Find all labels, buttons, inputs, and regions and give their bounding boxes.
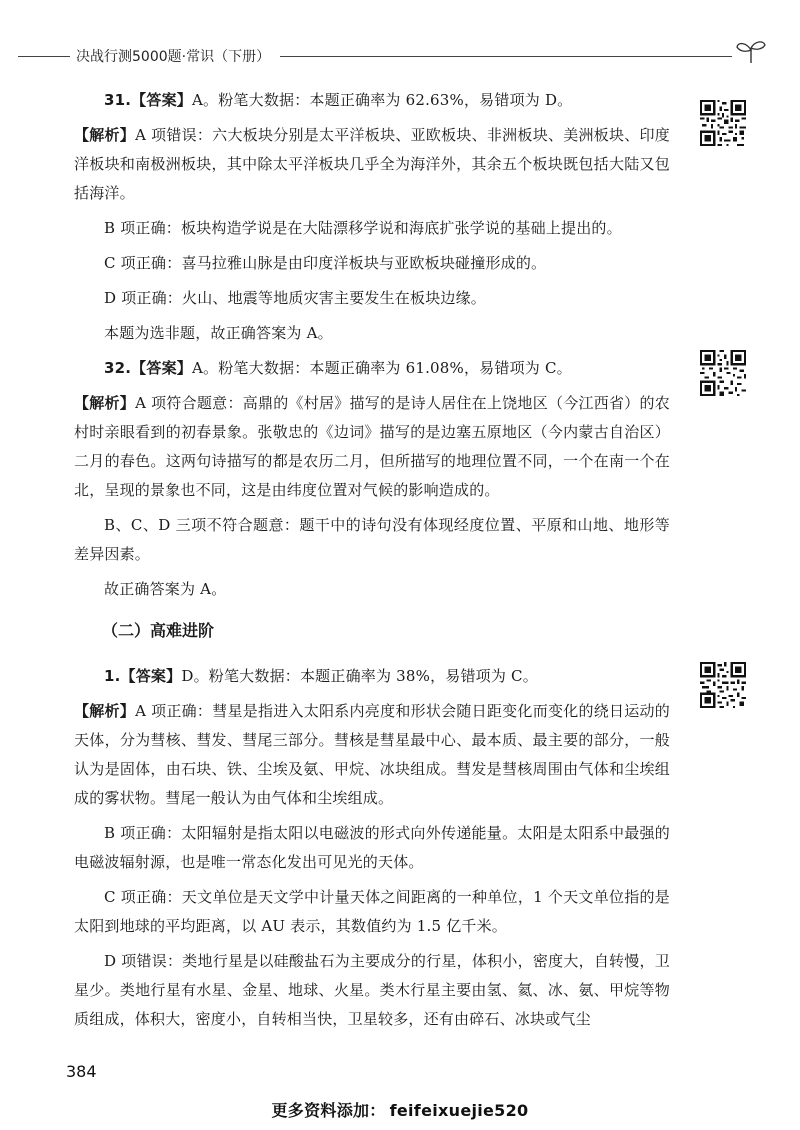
book-title: 决战行测5000题·常识（下册） [76,49,271,65]
analysis-paragraph [74,389,670,505]
answer-tag: 32.【答案】 [104,359,192,377]
analysis-tag: 【解析】 [74,702,136,720]
option-d-explanation: D 项正确：火山、地震等地质灾害主要发生在板块边缘。 [104,289,486,307]
conclusion: 本题为选非题，故正确答案为 A。 [104,324,333,342]
page-header [18,44,770,68]
option-c-explanation: C 项正确：喜马拉雅山脉是由印度洋板块与亚欧板块碰撞形成的。 [104,254,547,272]
analysis-paragraph [74,121,670,208]
analysis-text: A 项正确：彗星是指进入太阳系内亮度和形状会随日距变化而变化的绕日运动的天体，分为彗核、彗发、彗尾三部分。彗核是彗星最中心、最本质、最主要的部分，一般认为是固体，由石块、铁、尘埃及氨、甲烷、冰块组成。彗发是彗核周围由气体和尘埃组成的雾状物。彗尾一般认为由气体和尘埃组成。 [74,702,670,807]
header-rule-right [280,56,732,57]
analysis-paragraph [74,697,670,813]
page-body [74,86,670,1040]
answer-text: D。粉笔大数据：本题正确率为 38%，易错项为 C。 [181,667,538,685]
qr-code-icon [700,662,746,708]
answer-tag: 31.【答案】 [104,91,192,109]
answer-text: A。粉笔大数据：本题正确率为 61.08%，易错项为 C。 [191,359,572,377]
sprout-icon [734,38,768,64]
conclusion: 故正确答案为 A。 [104,580,227,598]
analysis-tag: 【解析】 [74,126,136,144]
answer-line [74,86,670,115]
analysis-text: A 项符合题意：高鼎的《村居》描写的是诗人居住在上饶地区（今江西省）的农村时亲眼看到的初春景象。张敬忠的《边词》描写的是边塞五原地区（今内蒙古自治区）二月的春色。这两句诗描写的都是农历二月，但所描写的地理位置不同，一个在南一个在北，呈现的景象也不同，这是由纬度位置对气候的影响造成的。 [74,394,670,499]
footer-note [0,1098,800,1121]
page-number: 384 [66,1062,97,1081]
option-b-explanation: B 项正确：太阳辐射是指太阳以电磁波的形式向外传递能量。太阳是太阳系中最强的电磁波辐射源，也是唯一常态化发出可见光的天体。 [74,824,670,871]
footer-note-label: 更多资料添加： [271,1101,386,1120]
analysis-tag: 【解析】 [74,394,136,412]
answer-line [74,662,670,691]
footer-note-value: feifeixuejie520 [389,1101,529,1120]
answer-text: A。粉笔大数据：本题正确率为 62.63%，易错项为 D。 [191,91,573,109]
qr-code-icon [700,350,746,396]
option-bcd-explanation: B、C、D 三项不符合题意：题干中的诗句没有体现经度位置、平原和山地、地形等差异因素。 [74,516,670,563]
analysis-text: A 项错误：六大板块分别是太平洋板块、亚欧板块、非洲板块、美洲板块、印度洋板块和南极洲板块，其中除太平洋板块几乎全为海洋外，其余五个板块既包括大陆又包括海洋。 [74,126,670,202]
answer-tag: 1.【答案】 [104,667,182,685]
option-b-explanation: B 项正确：板块构造学说是在大陆漂移学说和海底扩张学说的基础上提出的。 [104,219,622,237]
answer-line [74,354,670,383]
header-rule-left [18,56,70,57]
option-c-explanation: C 项正确：天文单位是天文学中计量天体之间距离的一种单位，1 个天文单位指的是太阳到地球的平均距离，以 AU 表示，其数值约为 1.5 亿千米。 [74,888,670,935]
qr-code-icon [700,100,746,146]
option-d-explanation: D 项错误：类地行星是以硅酸盐石为主要成分的行星，体积小，密度大，自转慢，卫星少。类地行星有水星、金星、地球、火星。类木行星主要由氢、氦、冰、氨、甲烷等物质组成，体积大，密度小，自转相当快，卫星较多，还有由碎石、冰块或气尘 [74,952,670,1028]
section-heading: （二）高难进阶 [102,621,215,640]
